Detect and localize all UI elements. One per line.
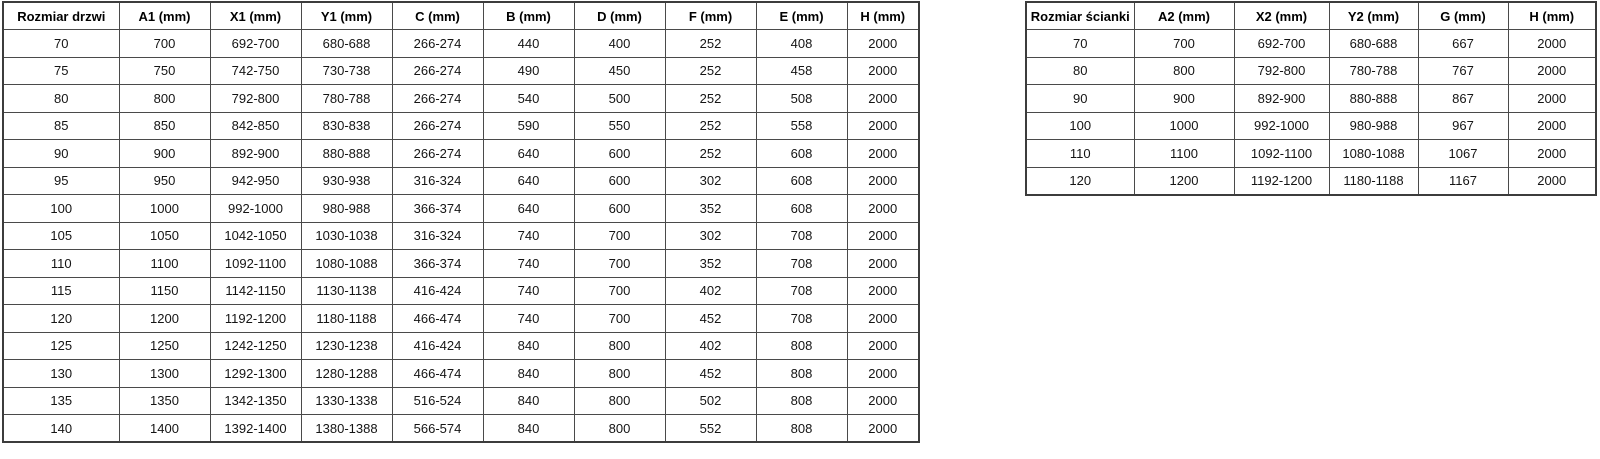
- cell: 366-374: [392, 250, 483, 278]
- wall-panel-size-table-body: [1026, 30, 1596, 195]
- cell: 808: [756, 360, 847, 388]
- cell: 502: [665, 387, 756, 415]
- cell: 792-800: [210, 85, 301, 113]
- column-header: A1 (mm): [119, 2, 210, 30]
- cell: 680-688: [301, 30, 392, 58]
- cell: 1080-1088: [1329, 140, 1418, 168]
- header-row: [1026, 2, 1596, 30]
- cell: 680-688: [1329, 30, 1418, 58]
- cell: 1250: [119, 332, 210, 360]
- cell: 2000: [847, 112, 919, 140]
- cell: 2000: [1508, 167, 1596, 195]
- table-row: [3, 57, 919, 85]
- table-row: [1026, 57, 1596, 85]
- cell: 110: [3, 250, 119, 278]
- cell: 700: [1134, 30, 1234, 58]
- cell: 840: [483, 415, 574, 443]
- cell: 892-900: [1234, 85, 1329, 113]
- cell: 80: [1026, 57, 1134, 85]
- cell: 608: [756, 140, 847, 168]
- header-row: [3, 2, 919, 30]
- cell: 2000: [847, 305, 919, 333]
- cell: 840: [483, 360, 574, 388]
- cell: 90: [3, 140, 119, 168]
- cell: 490: [483, 57, 574, 85]
- cell: 1242-1250: [210, 332, 301, 360]
- cell: 840: [483, 332, 574, 360]
- cell: 640: [483, 140, 574, 168]
- cell: 2000: [847, 85, 919, 113]
- cell: 942-950: [210, 167, 301, 195]
- cell: 900: [1134, 85, 1234, 113]
- cell: 740: [483, 305, 574, 333]
- cell: 892-900: [210, 140, 301, 168]
- cell: 608: [756, 167, 847, 195]
- cell: 408: [756, 30, 847, 58]
- cell: 850: [119, 112, 210, 140]
- cell: 2000: [847, 30, 919, 58]
- cell: 2000: [1508, 57, 1596, 85]
- cell: 452: [665, 305, 756, 333]
- table-row: [3, 387, 919, 415]
- column-header: X1 (mm): [210, 2, 301, 30]
- column-header: B (mm): [483, 2, 574, 30]
- cell: 900: [119, 140, 210, 168]
- column-header: Rozmiar drzwi: [3, 2, 119, 30]
- cell: 100: [3, 195, 119, 223]
- table-row: [3, 360, 919, 388]
- cell: 692-700: [210, 30, 301, 58]
- cell: 1080-1088: [301, 250, 392, 278]
- table-row: [3, 250, 919, 278]
- cell: 800: [1134, 57, 1234, 85]
- cell: 750: [119, 57, 210, 85]
- cell: 708: [756, 277, 847, 305]
- cell: 1380-1388: [301, 415, 392, 443]
- cell: 1330-1338: [301, 387, 392, 415]
- cell: 70: [1026, 30, 1134, 58]
- cell: 808: [756, 387, 847, 415]
- table-row: [3, 332, 919, 360]
- cell: 1400: [119, 415, 210, 443]
- cell: 352: [665, 250, 756, 278]
- cell: 516-524: [392, 387, 483, 415]
- cell: 1200: [119, 305, 210, 333]
- cell: 1150: [119, 277, 210, 305]
- cell: 1180-1188: [301, 305, 392, 333]
- cell: 2000: [847, 277, 919, 305]
- cell: 800: [119, 85, 210, 113]
- cell: 80: [3, 85, 119, 113]
- cell: 840: [483, 387, 574, 415]
- door-size-table-container: [2, 1, 920, 443]
- column-header: D (mm): [574, 2, 665, 30]
- wall-panel-size-table-container: [1025, 1, 1597, 196]
- cell: 100: [1026, 112, 1134, 140]
- cell: 266-274: [392, 30, 483, 58]
- cell: 352: [665, 195, 756, 223]
- table-row: [1026, 140, 1596, 168]
- column-header: Y2 (mm): [1329, 2, 1418, 30]
- cell: 640: [483, 167, 574, 195]
- cell: 692-700: [1234, 30, 1329, 58]
- cell: 608: [756, 195, 847, 223]
- table-row: [1026, 85, 1596, 113]
- cell: 266-274: [392, 140, 483, 168]
- cell: 135: [3, 387, 119, 415]
- cell: 440: [483, 30, 574, 58]
- cell: 1230-1238: [301, 332, 392, 360]
- cell: 90: [1026, 85, 1134, 113]
- table-row: [3, 30, 919, 58]
- cell: 252: [665, 140, 756, 168]
- cell: 140: [3, 415, 119, 443]
- column-header: Y1 (mm): [301, 2, 392, 30]
- cell: 1030-1038: [301, 222, 392, 250]
- cell: 640: [483, 195, 574, 223]
- cell: 508: [756, 85, 847, 113]
- cell: 600: [574, 167, 665, 195]
- cell: 550: [574, 112, 665, 140]
- cell: 1100: [119, 250, 210, 278]
- cell: 252: [665, 112, 756, 140]
- cell: 566-574: [392, 415, 483, 443]
- column-header: C (mm): [392, 2, 483, 30]
- cell: 1200: [1134, 167, 1234, 195]
- column-header: X2 (mm): [1234, 2, 1329, 30]
- cell: 466-474: [392, 360, 483, 388]
- cell: 500: [574, 85, 665, 113]
- cell: 2000: [847, 167, 919, 195]
- cell: 558: [756, 112, 847, 140]
- wall-panel-size-table: [1025, 1, 1597, 196]
- cell: 1392-1400: [210, 415, 301, 443]
- cell: 1142-1150: [210, 277, 301, 305]
- cell: 1050: [119, 222, 210, 250]
- cell: 252: [665, 85, 756, 113]
- cell: 2000: [847, 387, 919, 415]
- cell: 708: [756, 222, 847, 250]
- cell: 980-988: [301, 195, 392, 223]
- cell: 867: [1418, 85, 1508, 113]
- cell: 600: [574, 195, 665, 223]
- cell: 1042-1050: [210, 222, 301, 250]
- cell: 1167: [1418, 167, 1508, 195]
- cell: 416-424: [392, 277, 483, 305]
- cell: 452: [665, 360, 756, 388]
- cell: 75: [3, 57, 119, 85]
- cell: 880-888: [301, 140, 392, 168]
- table-row: [3, 222, 919, 250]
- table-row: [1026, 112, 1596, 140]
- cell: 1342-1350: [210, 387, 301, 415]
- column-header: Rozmiar ścianki: [1026, 2, 1134, 30]
- cell: 402: [665, 277, 756, 305]
- cell: 708: [756, 305, 847, 333]
- cell: 125: [3, 332, 119, 360]
- cell: 110: [1026, 140, 1134, 168]
- cell: 120: [3, 305, 119, 333]
- table-row: [3, 305, 919, 333]
- cell: 930-938: [301, 167, 392, 195]
- cell: 120: [1026, 167, 1134, 195]
- cell: 1192-1200: [1234, 167, 1329, 195]
- cell: 1000: [1134, 112, 1234, 140]
- cell: 740: [483, 222, 574, 250]
- cell: 2000: [847, 360, 919, 388]
- cell: 700: [574, 222, 665, 250]
- cell: 402: [665, 332, 756, 360]
- cell: 115: [3, 277, 119, 305]
- door-size-table-head: [3, 2, 919, 30]
- table-row: [3, 85, 919, 113]
- cell: 800: [574, 360, 665, 388]
- cell: 458: [756, 57, 847, 85]
- table-row: [3, 140, 919, 168]
- cell: 808: [756, 415, 847, 443]
- cell: 400: [574, 30, 665, 58]
- cell: 416-424: [392, 332, 483, 360]
- column-header: E (mm): [756, 2, 847, 30]
- cell: 2000: [847, 222, 919, 250]
- cell: 800: [574, 387, 665, 415]
- cell: 252: [665, 57, 756, 85]
- cell: 2000: [847, 415, 919, 443]
- cell: 2000: [847, 140, 919, 168]
- table-row: [3, 112, 919, 140]
- cell: 266-274: [392, 85, 483, 113]
- cell: 967: [1418, 112, 1508, 140]
- cell: 2000: [1508, 112, 1596, 140]
- cell: 730-738: [301, 57, 392, 85]
- cell: 700: [574, 250, 665, 278]
- cell: 1092-1100: [1234, 140, 1329, 168]
- cell: 742-750: [210, 57, 301, 85]
- cell: 70: [3, 30, 119, 58]
- cell: 540: [483, 85, 574, 113]
- cell: 950: [119, 167, 210, 195]
- cell: 1100: [1134, 140, 1234, 168]
- cell: 2000: [847, 332, 919, 360]
- cell: 830-838: [301, 112, 392, 140]
- cell: 842-850: [210, 112, 301, 140]
- cell: 130: [3, 360, 119, 388]
- cell: 1092-1100: [210, 250, 301, 278]
- cell: 95: [3, 167, 119, 195]
- cell: 302: [665, 167, 756, 195]
- cell: 767: [1418, 57, 1508, 85]
- table-row: [3, 277, 919, 305]
- cell: 252: [665, 30, 756, 58]
- cell: 1192-1200: [210, 305, 301, 333]
- table-row: [1026, 167, 1596, 195]
- cell: 700: [574, 305, 665, 333]
- door-size-table-body: [3, 30, 919, 443]
- cell: 992-1000: [1234, 112, 1329, 140]
- cell: 466-474: [392, 305, 483, 333]
- cell: 105: [3, 222, 119, 250]
- cell: 980-988: [1329, 112, 1418, 140]
- cell: 1000: [119, 195, 210, 223]
- cell: 800: [574, 332, 665, 360]
- cell: 700: [119, 30, 210, 58]
- cell: 590: [483, 112, 574, 140]
- cell: 450: [574, 57, 665, 85]
- cell: 266-274: [392, 112, 483, 140]
- cell: 2000: [1508, 140, 1596, 168]
- cell: 667: [1418, 30, 1508, 58]
- cell: 85: [3, 112, 119, 140]
- cell: 600: [574, 140, 665, 168]
- column-header: G (mm): [1418, 2, 1508, 30]
- cell: 2000: [847, 57, 919, 85]
- column-header: A2 (mm): [1134, 2, 1234, 30]
- cell: 316-324: [392, 167, 483, 195]
- cell: 2000: [847, 195, 919, 223]
- cell: 266-274: [392, 57, 483, 85]
- wall-panel-size-table-head: [1026, 2, 1596, 30]
- cell: 700: [574, 277, 665, 305]
- cell: 740: [483, 277, 574, 305]
- cell: 780-788: [301, 85, 392, 113]
- cell: 2000: [1508, 30, 1596, 58]
- cell: 800: [574, 415, 665, 443]
- cell: 366-374: [392, 195, 483, 223]
- cell: 2000: [1508, 85, 1596, 113]
- cell: 880-888: [1329, 85, 1418, 113]
- cell: 316-324: [392, 222, 483, 250]
- cell: 780-788: [1329, 57, 1418, 85]
- cell: 792-800: [1234, 57, 1329, 85]
- cell: 1180-1188: [1329, 167, 1418, 195]
- door-size-table: [2, 1, 920, 443]
- cell: 1130-1138: [301, 277, 392, 305]
- cell: 740: [483, 250, 574, 278]
- table-row: [3, 167, 919, 195]
- column-header: H (mm): [1508, 2, 1596, 30]
- cell: 1350: [119, 387, 210, 415]
- table-row: [1026, 30, 1596, 58]
- cell: 1300: [119, 360, 210, 388]
- cell: 1067: [1418, 140, 1508, 168]
- table-row: [3, 195, 919, 223]
- column-header: H (mm): [847, 2, 919, 30]
- cell: 808: [756, 332, 847, 360]
- cell: 1292-1300: [210, 360, 301, 388]
- cell: 1280-1288: [301, 360, 392, 388]
- cell: 552: [665, 415, 756, 443]
- column-header: F (mm): [665, 2, 756, 30]
- table-row: [3, 415, 919, 443]
- cell: 992-1000: [210, 195, 301, 223]
- cell: 708: [756, 250, 847, 278]
- cell: 302: [665, 222, 756, 250]
- cell: 2000: [847, 250, 919, 278]
